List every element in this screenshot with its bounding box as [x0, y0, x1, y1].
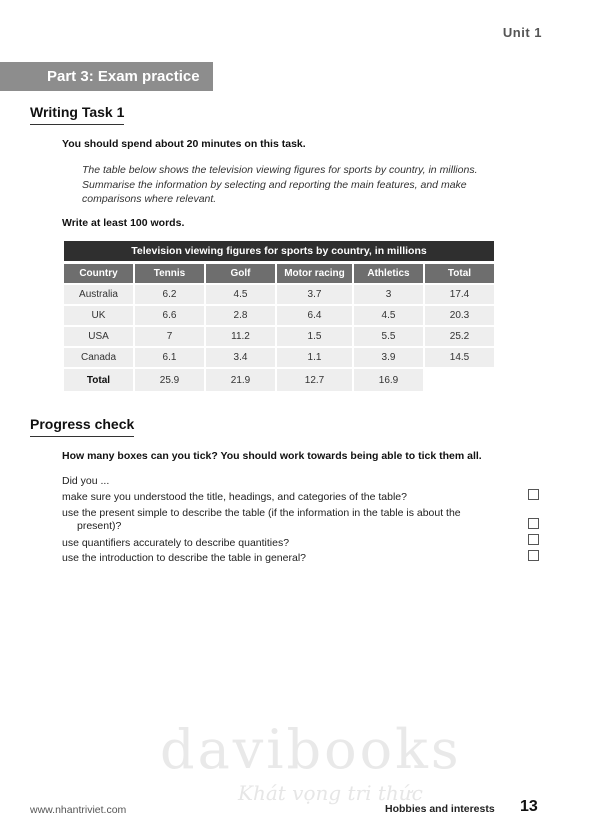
- table-row: [64, 325, 494, 346]
- table-cell: 6.1: [135, 346, 204, 367]
- checklist-item-continued: present)?: [77, 520, 122, 532]
- table-title: Television viewing figures for sports by country, in millions: [64, 241, 494, 261]
- watermark-logo: davibooks: [160, 718, 462, 781]
- footer-website: www.nhantriviet.com: [30, 804, 127, 816]
- table-total-row: [64, 367, 494, 391]
- total-cell: 16.9: [354, 367, 423, 391]
- table-cell: 6.2: [135, 283, 204, 304]
- checklist-checkbox[interactable]: [528, 489, 539, 500]
- task-line: comparisons where relevant.: [82, 193, 217, 205]
- table-cell: 11.2: [206, 325, 275, 346]
- checklist-checkbox[interactable]: [528, 518, 539, 529]
- empty-cell: [425, 367, 494, 391]
- table-row: [64, 283, 494, 304]
- table-header-row: [64, 261, 494, 283]
- checklist-item: use the introduction to describe the table in general?: [62, 552, 306, 564]
- checklist-item: use quantifiers accurately to describe quantities?: [62, 537, 290, 549]
- table-cell: 3.9: [354, 346, 423, 367]
- unit-label: Unit 1: [502, 25, 542, 40]
- column-header: Athletics: [354, 261, 423, 283]
- table-cell: 5.5: [354, 325, 423, 346]
- table-row: [64, 304, 494, 325]
- table-cell: Canada: [64, 346, 133, 367]
- viewing-figures-table: [62, 241, 496, 391]
- table-cell: UK: [64, 304, 133, 325]
- progress-check-title: Progress check: [30, 416, 134, 437]
- column-header: Golf: [206, 261, 275, 283]
- table-cell: 4.5: [354, 304, 423, 325]
- table-cell: 20.3: [425, 304, 494, 325]
- part-banner: Part 3: Exam practice: [0, 62, 213, 91]
- table-cell: 6.4: [277, 304, 352, 325]
- checklist-item: use the present simple to describe the table (if the information in the table is about the: [62, 507, 461, 519]
- task-line: The table below shows the television viewing figures for sports by country, in millions.: [82, 164, 478, 176]
- task-description: [82, 163, 522, 207]
- total-cell: 25.9: [135, 367, 204, 391]
- table-cell: 14.5: [425, 346, 494, 367]
- total-cell: 21.9: [206, 367, 275, 391]
- table-cell: 3.4: [206, 346, 275, 367]
- total-label: Total: [64, 367, 133, 391]
- table-cell: 17.4: [425, 283, 494, 304]
- table-cell: 6.6: [135, 304, 204, 325]
- checklist-checkbox[interactable]: [528, 550, 539, 561]
- table-cell: 25.2: [425, 325, 494, 346]
- table-cell: 4.5: [206, 283, 275, 304]
- writing-task-title: Writing Task 1: [30, 104, 124, 125]
- table-cell: 3: [354, 283, 423, 304]
- total-cell: 12.7: [277, 367, 352, 391]
- checklist-item: make sure you understood the title, headings, and categories of the table?: [62, 491, 407, 503]
- page-number: 13: [520, 798, 538, 815]
- watermark-slogan: Khát vọng tri thức: [238, 781, 423, 805]
- table-cell: 1.5: [277, 325, 352, 346]
- column-header: Total: [425, 261, 494, 283]
- table-cell: 7: [135, 325, 204, 346]
- task-line: Summarise the information by selecting and reporting the main features, and make: [82, 178, 467, 191]
- table-cell: USA: [64, 325, 133, 346]
- time-instruction: You should spend about 20 minutes on this task.: [62, 138, 306, 150]
- word-instruction: Write at least 100 words.: [62, 217, 185, 229]
- table-row: [64, 346, 494, 367]
- progress-instruction: How many boxes can you tick? You should work towards being able to tick them all.: [62, 450, 482, 462]
- table-cell: 3.7: [277, 283, 352, 304]
- column-header: Tennis: [135, 261, 204, 283]
- table-cell: Australia: [64, 283, 133, 304]
- footer-section: Hobbies and interests: [385, 803, 495, 815]
- checklist-checkbox[interactable]: [528, 534, 539, 545]
- column-header: Motor racing: [277, 261, 352, 283]
- column-header: Country: [64, 261, 133, 283]
- did-you-intro: Did you ...: [62, 475, 110, 487]
- table-cell: 2.8: [206, 304, 275, 325]
- table-cell: 1.1: [277, 346, 352, 367]
